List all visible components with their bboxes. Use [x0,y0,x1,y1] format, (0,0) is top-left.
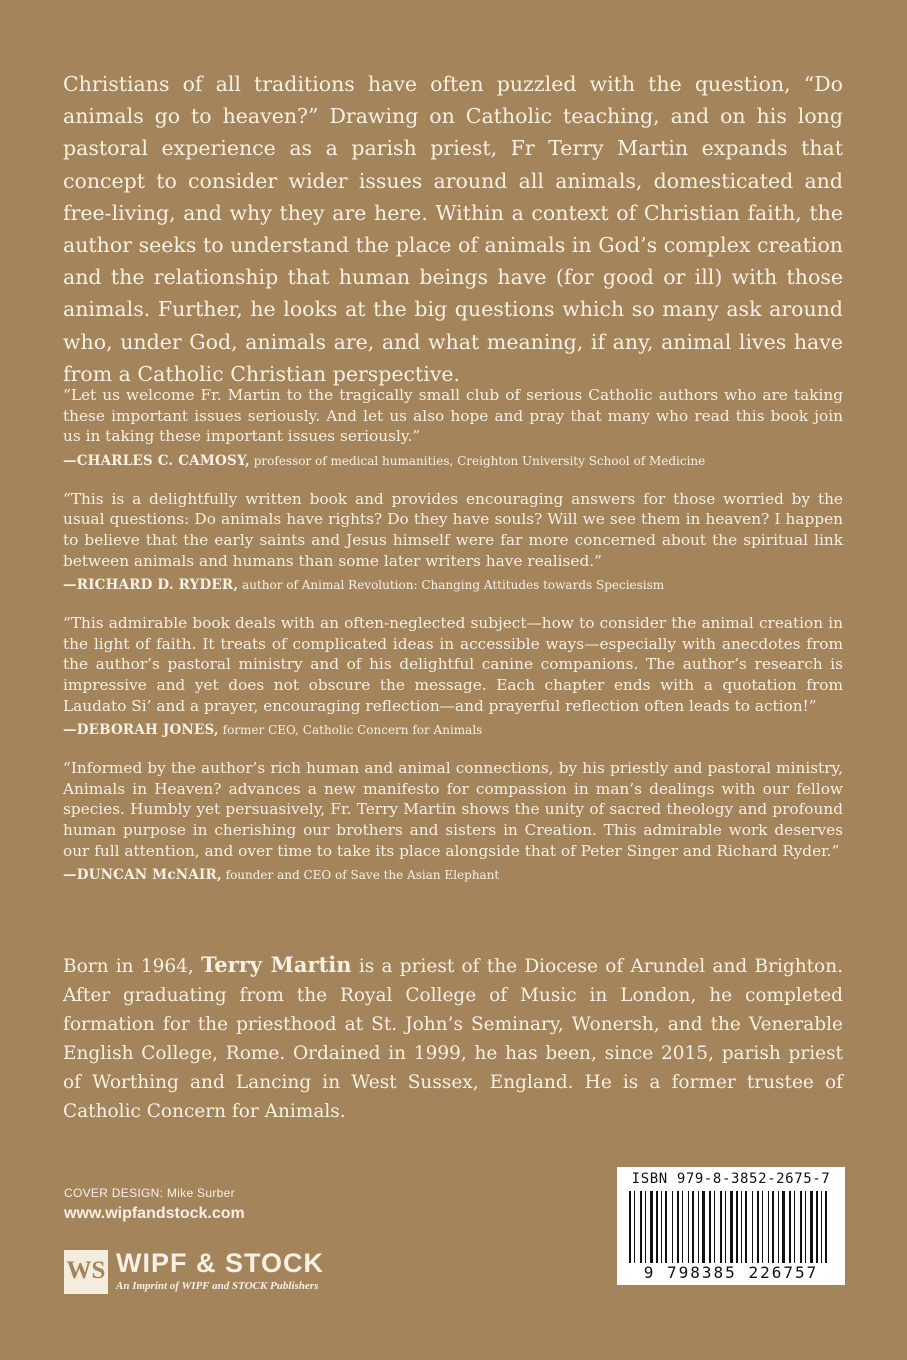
endorsement-attribution [63,453,843,469]
endorser-name: —RICHARD D. RYDER, [63,577,239,594]
endorsement [63,613,843,738]
publisher-name: WIPF & STOCK [116,1248,325,1278]
endorsement-text: “This admirable book deals with an often-neglected subject—how to consider the animal creation in the light of faith. It treats of complicated ideas in accessible ways—especially with anecdotes from the author’s pastoral ministry and of his delightful canine companions. The author’s research is impressive and yet does not obscure the message. Each chapter ends with a quotation from Laudato Si’ and a prayer, encouraging reflection—and prayerful reflection often leads to action!” [63,614,843,715]
barcode-bars-icon [629,1191,833,1263]
publisher-website: www.wipfandstock.com [64,1205,245,1222]
isbn-barcode [617,1167,845,1285]
publisher-logo [64,1248,384,1296]
endorser-name: —DEBORAH JONES, [63,722,219,739]
endorsements [63,385,843,903]
endorsement-text: “Informed by the author’s rich human and animal connections, by his priestly and pastoral ministry, Animals in Heaven? advances a new manifesto for compassion in man’s dealings with our fellow species. Humbly yet persuasively, Fr. Terry Martin shows the unity of sacred theology and profound human purpose in cherishing our brothers and sisters in Creation. This admirable work deserves our full attention, and over time to take its place alongside that of Peter Singer and Richard Ryder.” [63,759,843,860]
bio-intro: Born in 1964, [63,956,194,977]
author-bio [63,950,843,1126]
endorsement [63,385,843,469]
endorser-role: founder and CEO of Save the Asian Elephant [225,868,500,883]
cover-design-credit: COVER DESIGN: Mike Surber [64,1186,235,1200]
ws-logo-icon: WS [64,1250,108,1294]
isbn-label: ISBN 979-8-3852-2675-7 [631,1171,831,1187]
endorser-role: author of Animal Revolution: Changing Attitudes towards Speciesism [242,578,665,593]
endorsement-attribution [63,577,843,593]
endorsement [63,489,843,593]
book-description: Christians of all traditions have often puzzled with the question, “Do animals go to heaven?” Drawing on Catholic teaching, and on his long pastoral experience as a parish priest, Fr Terry Martin expands that concept to consider wider issues around all animals, domesticated and free-living, and why they are here. Within a context of Christian faith, the author seeks to understand the place of animals in God’s complex creation and the relationship that human beings have (for good or ill) with those animals. Further, he looks at the big questions which so many ask around who, under God, animals are, and what meaning, if any, animal lives have from a Catholic Christian perspective. [63,72,843,386]
endorsement-attribution [63,867,843,883]
author-name: Terry Martin [201,952,352,977]
barcode-digits: 9 798385 226757 [643,1263,819,1282]
publisher-tagline: An Imprint of WIPF and STOCK Publishers [116,1280,319,1292]
endorser-name: —CHARLES C. CAMOSY, [63,452,250,469]
endorsement-attribution [63,722,843,738]
endorser-role: former CEO, Catholic Concern for Animals [222,723,483,738]
endorser-name: —DUNCAN McNAIR, [63,867,222,884]
endorsement-text: “This is a delightfully written book and provides encouraging answers for those worried by the usual questions: Do animals have rights? Do they have souls? Will we see them in heaven? I happen to believe that the early saints and Jesus himself were far more concerned about the spiritual link between animals and humans than some later writers have realised.” [63,489,843,570]
credits [64,1186,245,1223]
bio-text: is a priest of the Diocese of Arundel and Brighton. After graduating from the Royal College of Music in London, he completed formation for the priesthood at St. John’s Seminary, Wonersh, and the Venerable English College, Rome. Ordained in 1999, he has been, since 2015, parish priest of Worthing and Lancing in West Sussex, England. He is a former trustee of Catholic Concern for Animals. [63,956,843,1122]
endorsement [63,758,843,883]
endorsement-text: “Let us welcome Fr. Martin to the tragically small club of serious Catholic authors who are taking these important issues seriously. And let us also hope and pray that many who read this book join us in taking these important issues seriously.” [63,386,843,446]
endorser-role: professor of medical humanities, Creighton University School of Medicine [253,453,706,468]
